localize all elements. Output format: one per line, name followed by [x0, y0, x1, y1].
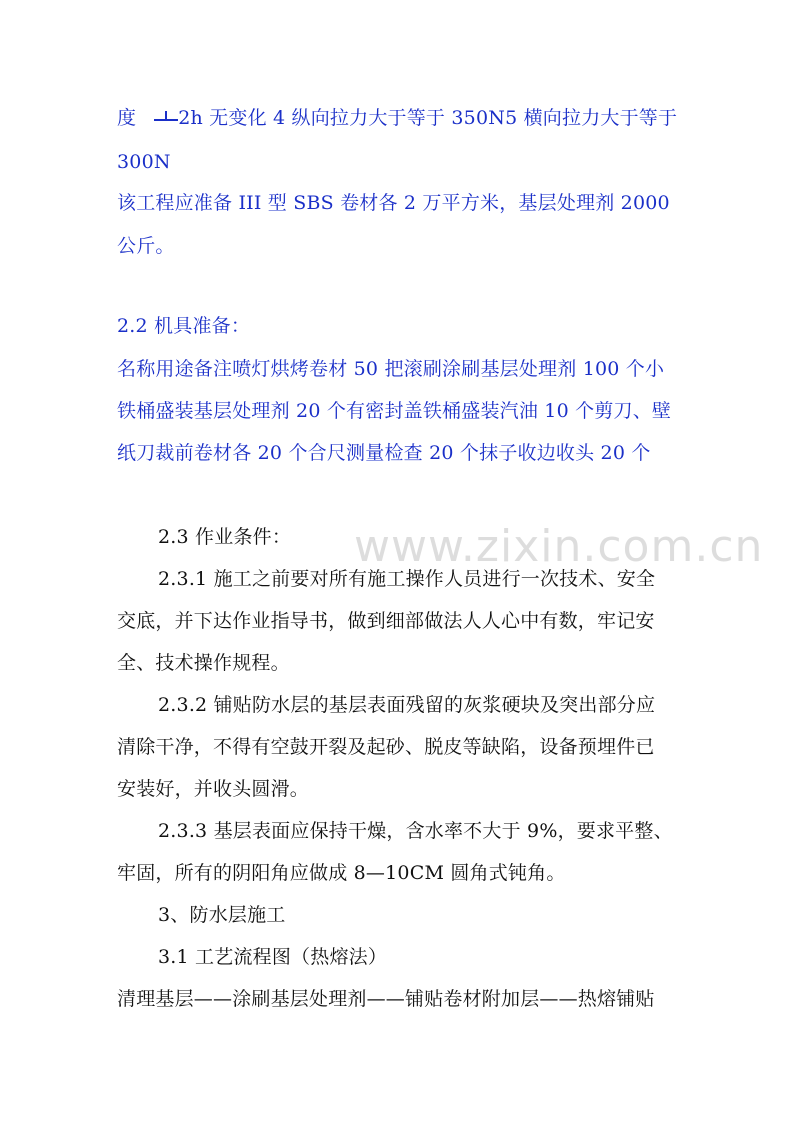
section-heading-2-2: 2.2 机具准备： — [117, 315, 251, 337]
item-2-3-2-line-3: 安装好，并收头圆滑。 — [117, 778, 310, 800]
spec-line-1 — [117, 106, 677, 130]
spec-prefix: 度 — [117, 107, 137, 129]
item-2-3-2-line-1: 2.3.2 铺贴防水层的基层表面残留的灰浆硬块及突出部分应 — [158, 694, 656, 716]
process-flow-line: 清理基层——涂刷基层处理剂——铺贴卷材附加层——热熔铺贴 — [117, 988, 655, 1010]
item-2-3-3-line-1: 2.3.3 基层表面应保持干燥，含水率不大于 9%，要求平整、 — [158, 820, 673, 842]
section-heading-3: 3、防水层施工 — [158, 904, 286, 926]
perpendicular-symbol-icon — [154, 108, 178, 126]
tools-line-3: 纸刀裁前卷材各 20 个合尺测量检查 20 个抹子收边收头 20 个 — [117, 442, 651, 464]
tools-line-1: 名称用途备注喷灯烘烤卷材 50 把滚刷涂刷基层处理剂 100 个小 — [117, 358, 665, 380]
material-line-2: 公斤。 — [117, 235, 175, 257]
item-2-3-1-line-3: 全、技术操作规程。 — [117, 652, 290, 674]
spec-text: 2h 无变化 4 纵向拉力大于等于 350N5 横向拉力大于等于 — [178, 107, 678, 129]
item-2-3-1-line-1: 2.3.1 施工之前要对所有施工操作人员进行一次技术、安全 — [158, 568, 656, 590]
item-2-3-1-line-2: 交底，并下达作业指导书，做到细部做法人人心中有数，牢记安 — [117, 610, 655, 632]
tools-line-2: 铁桶盛装基层处理剂 20 个有密封盖铁桶盛装汽油 10 个剪刀、壁 — [117, 400, 672, 422]
material-line-1: 该工程应准备 III 型 SBS 卷材各 2 万平方米，基层处理剂 2000 — [117, 192, 670, 214]
section-heading-2-3: 2.3 作业条件： — [158, 526, 292, 548]
item-2-3-3-line-2: 牢固，所有的阴阳角应做成 8—10CM 圆角式钝角。 — [117, 862, 566, 884]
watermark: www.zixin.com.cn — [354, 521, 764, 572]
item-2-3-2-line-2: 清除干净，不得有空鼓开裂及起砂、脱皮等缺陷，设备预埋件已 — [117, 736, 655, 758]
spec-line-2: 300N — [117, 151, 171, 173]
section-heading-3-1: 3.1 工艺流程图（热熔法） — [158, 946, 388, 968]
